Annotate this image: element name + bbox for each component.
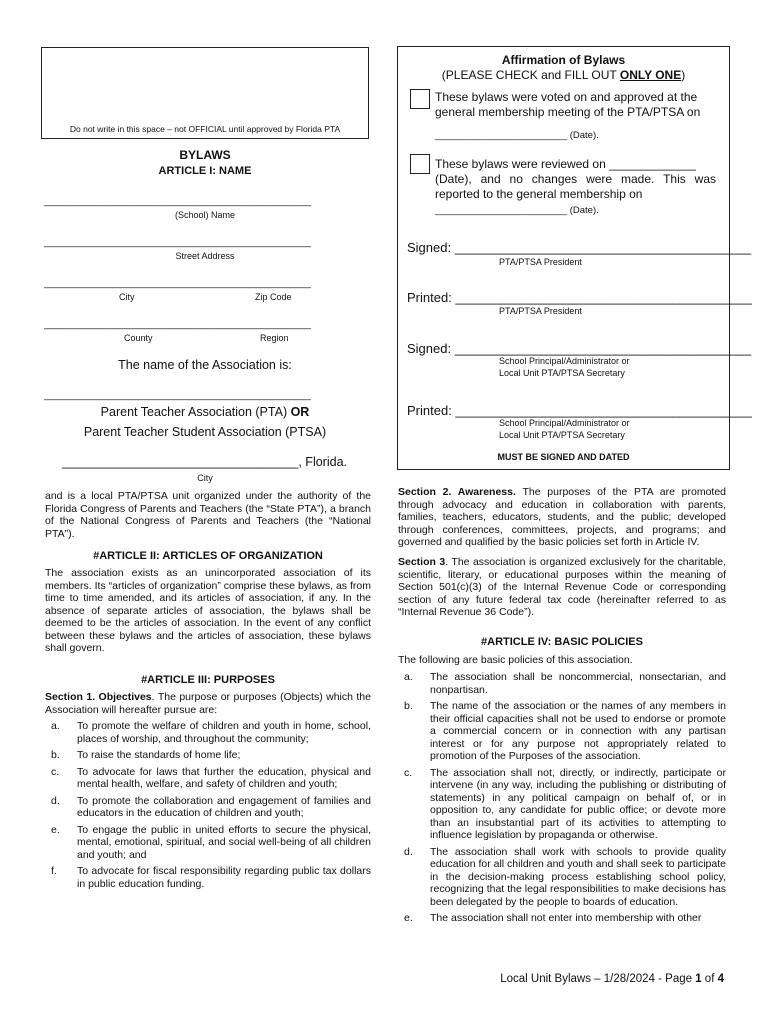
footer-of: of	[701, 973, 718, 985]
affirmation-box	[397, 46, 752, 470]
signed-row-1[interactable]	[407, 240, 751, 255]
option2-checkbox[interactable]	[410, 154, 430, 174]
must-sign-note: MUST BE SIGNED AND DATED	[497, 452, 630, 462]
association-name-intro: The name of the Association is:	[118, 358, 292, 372]
article1-title: ARTICLE I: NAME	[158, 165, 252, 177]
list-marker: d.	[51, 794, 60, 807]
option1-date[interactable]: _________________________ (Date).	[435, 130, 599, 141]
signature-line[interactable]: _________________________________________	[455, 290, 752, 305]
list-item	[398, 671, 726, 696]
list-text: To engage the public in united efforts to secure the physical, mental, emotional, spiritual, and social well-being of all children and youth; and	[77, 823, 371, 861]
signature-line[interactable]: _________________________________________	[454, 341, 752, 356]
footer-text: Local Unit Bylaws – 1/28/2024 - Page	[500, 973, 696, 985]
list-marker: b.	[51, 749, 60, 761]
list-text: To advocate for fiscal responsibility regarding public tax dollars in public education funding.	[77, 865, 371, 890]
list-text: The association shall not enter into membership with other	[430, 912, 702, 924]
street-address-label: Street Address	[175, 251, 235, 261]
county-region-line[interactable]: ________________________________________________	[44, 319, 311, 330]
pta-line	[41, 405, 369, 419]
list-text: The association shall be noncommercial, nonsectarian, and nonpartisan.	[430, 671, 726, 696]
school-name-label: (School) Name	[174, 210, 236, 220]
list-text: To promote the collaboration and engagement of families and educators in the education of children and youth;	[77, 794, 371, 819]
affirmation-title: Affirmation of Bylaws	[501, 53, 626, 67]
list-item	[45, 720, 371, 745]
list-item	[45, 766, 371, 791]
list-marker: e.	[51, 823, 60, 836]
list-marker: a.	[51, 720, 60, 732]
signature-line[interactable]: _________________________________________	[455, 403, 752, 418]
footer-page: 1	[695, 973, 702, 985]
principal-label-2: Local Unit PTA/PTSA Secretary	[499, 430, 625, 440]
list-marker: c.	[51, 765, 60, 778]
list-marker: f.	[51, 865, 57, 877]
list-item	[398, 912, 726, 925]
intro-paragraph: and is a local PTA/PTSA unit organized under the authority of the Florida Congress of Parents and Teachers (the “State PTA”), a branch of the National Congress of Parents and Teachers (the “National PTA”).	[45, 490, 371, 540]
bylaws-title: BYLAWS	[179, 148, 231, 162]
option1-checkbox[interactable]	[410, 89, 430, 109]
list-item	[45, 795, 371, 820]
instruction-strong: ONLY ONE	[619, 68, 682, 82]
list-item	[398, 700, 726, 763]
list-item	[45, 865, 371, 890]
section3-label: Section 3	[398, 556, 446, 568]
official-use-box	[41, 47, 369, 139]
section2-paragraph	[398, 486, 726, 549]
principal-label-1: School Principal/Administrator or	[499, 356, 630, 366]
section1-paragraph	[45, 691, 371, 716]
list-item	[45, 749, 371, 762]
signed-row-2[interactable]	[407, 341, 751, 356]
printed-label: Printed:	[407, 290, 456, 305]
list-marker: c.	[404, 766, 413, 779]
option1-text: These bylaws were voted on and approved at the general membership meeting of the PTA/PTSA on	[435, 90, 701, 119]
or-word: OR	[290, 405, 310, 419]
list-text: The name of the association or the names of any members in their official capacities shall not be used to endorse or promote a commercial concern or in connection with any partisan interest or for any purpose not appropriately related to promotion of the Purposes of the association.	[430, 700, 726, 762]
list-item	[398, 846, 726, 909]
president-label: PTA/PTSA President	[499, 257, 582, 267]
list-marker: a.	[404, 671, 413, 683]
instruction-post: )	[681, 68, 686, 82]
printed-row-2[interactable]	[407, 403, 752, 418]
county-label: County	[124, 333, 153, 343]
principal-label-1: School Principal/Administrator or	[499, 418, 630, 428]
zip-code-label: Zip Code	[255, 292, 292, 302]
street-address-line[interactable]: ________________________________________________	[44, 237, 311, 248]
list-item	[398, 767, 726, 842]
city-label: City	[119, 292, 135, 302]
list-text: The association shall not, directly, or indirectly, participate or intervene (in any way, including the publishing or distributing of statements) in any political campaign on behalf of, or in opposition to, any candidate for public office; or devote more than an insubstantial part of its activities to attempting to influence legislation by propaganda or otherwise.	[430, 766, 726, 841]
printed-label: Printed:	[407, 403, 456, 418]
list-marker: e.	[404, 912, 413, 924]
section3-text: . The association is organized exclusively for the charitable, scientific, literary, or educational purposes within the meaning of Section 501(c)(3) of the Internal Revenue Code or corresponding section of any future federal tax code (hereinafter referred to as “Internal Revenue 36 Code”).	[398, 556, 727, 618]
option2-text-b: (Date), and no changes were made. This was reported to the general membership on	[435, 172, 716, 201]
option2-date[interactable]: _________________________ (Date).	[435, 205, 599, 216]
florida-city-line[interactable]: __________________________________, Florida.	[62, 455, 347, 469]
article2-title: #ARTICLE II: ARTICLES OF ORGANIZATION	[93, 550, 323, 562]
list-text: To promote the welfare of children and youth in home, school, places of worship, and throughout the community;	[77, 720, 371, 745]
section2-heading: . Awareness.	[448, 486, 516, 498]
article2-paragraph: The association exists as an unincorporated association of its members. Its “articles of organization” comprise these bylaws, as from time to time amended, and its articles of association, if any. In the absence of separate articles of association, the bylaws shall be deemed to be the articles of association. In the event of any conflict between these bylaws and the articles of association, these bylaws shall govern.	[45, 567, 371, 654]
section1-text: . The purpose or purposes (Objects) which the Association will hereafter pursue are:	[45, 691, 371, 716]
article3-title: #ARTICLE III: PURPOSES	[141, 674, 275, 686]
article4-title: #ARTICLE IV: BASIC POLICIES	[481, 636, 643, 648]
policies-list	[398, 671, 726, 925]
association-name-line[interactable]: ________________________________________________	[44, 390, 311, 401]
pta-text: Parent Teacher Association (PTA)	[100, 405, 291, 419]
school-name-line[interactable]: ________________________________________________	[44, 196, 311, 207]
section3-paragraph	[398, 556, 726, 619]
instruction-pre: (PLEASE CHECK and FILL OUT	[441, 68, 620, 82]
affirmation-instruction	[398, 68, 729, 82]
article4-intro: The following are basic policies of this association.	[398, 654, 633, 666]
city-zip-line[interactable]: ________________________________________________	[44, 278, 311, 289]
list-item	[45, 824, 371, 862]
objectives-list	[45, 720, 371, 890]
list-text: To raise the standards of home life;	[77, 749, 241, 761]
page-footer	[500, 973, 724, 985]
section2-text: The purposes of the PTA are promoted through advocacy and education in collaboration with parents, families, teachers, educators, students, and the public; developed through conferences, committees, projects, and programs; and governed and qualified by the basic policies set forth in Article IV.	[398, 486, 727, 548]
option2-text-a[interactable]: These bylaws were reviewed on _____________	[435, 157, 696, 171]
signed-label: Signed:	[407, 341, 455, 356]
region-label: Region	[260, 333, 289, 343]
president-label: PTA/PTSA President	[499, 306, 582, 316]
section2-label: Section 2	[398, 486, 449, 498]
signed-label: Signed:	[407, 240, 455, 255]
list-marker: d.	[404, 845, 413, 858]
footer-total: 4	[717, 973, 724, 985]
official-use-note: Do not write in this space – not OFFICIAL until approved by Florida PTA	[69, 124, 341, 134]
signature-line[interactable]: _________________________________________	[454, 240, 752, 255]
list-text: To advocate for laws that further the education, physical and mental health, welfare, and safety of children and youth;	[77, 765, 371, 790]
city-under-label: City	[197, 473, 213, 483]
principal-label-2: Local Unit PTA/PTSA Secretary	[499, 368, 625, 378]
list-text: The association shall work with schools to provide quality education for all children and youth and shall seek to participate in the decision-making process establishing school policy, recognizing that the legal responsibilities to make decisions has been delegated by the people to boards of education.	[430, 845, 726, 908]
ptsa-line: Parent Teacher Student Association (PTSA)	[83, 425, 327, 439]
list-marker: b.	[404, 700, 413, 712]
printed-row-1[interactable]	[407, 290, 752, 305]
section1-label: Section 1. Objectives	[45, 691, 152, 703]
